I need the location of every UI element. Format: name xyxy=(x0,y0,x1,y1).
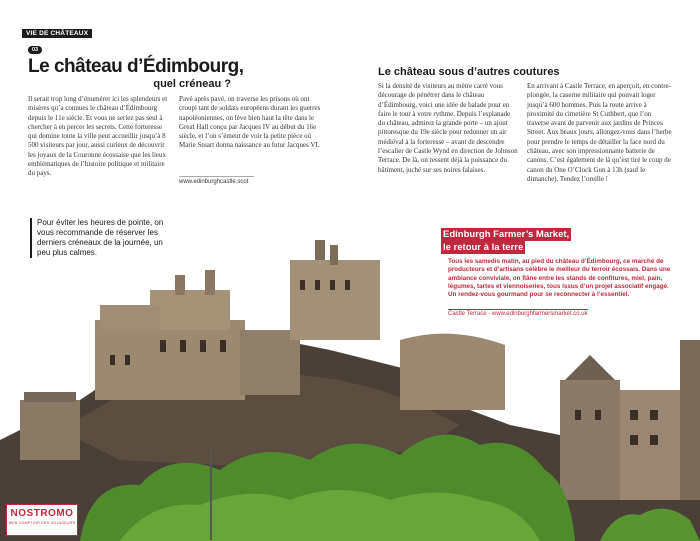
body-column-2: Pavé après pavé, on traverse les prisons où ont croupi tant de soldats européens durant les guerres napoléoniennes, on lève bien haut la tête dans le Great Hall conçu par Jacques IV au début du 16e siècle, et l’on s’émeut de voir la petite pièce où Marie Stuart donna naissance au futur Jacques VI. xyxy=(179,95,321,150)
farmer-market-title xyxy=(441,228,571,254)
body-column-1: Il serait trop long d’énumérer ici les splendeurs et misères qu’a connues le château d’Édimbourg depuis le 11e siècle. Et vous ne seriez pas seul à chercher à en percer les secrets. Cette forteresse qui domine toute la ville peut accueillir jusqu’à 8 500 visiteurs par jour, aussi curieux de découvrir les joyaux de la Couronne écossaise que les lieux emblématiques de l’histoire politique et militaire du pays. xyxy=(28,95,168,178)
farmer-market-title-line2: le retour à la terre xyxy=(443,242,524,253)
article-subtitle: quel créneau ? xyxy=(153,78,231,90)
section-tag: VIE DE CHÂTEAUX xyxy=(22,29,92,38)
article-title: Le château d’Édimbourg, xyxy=(28,56,244,77)
logo-tagline: WEB COMPTOIR DES VOYAGEURS xyxy=(8,521,76,525)
farmer-market-body: Tous les samedis matin, au pied du château d’Édimbourg, ce marché de producteurs et d’artisans célèbre le meilleur du terroir écossais. Dans une ambiance conviviale, on flâne entre les stands de confitures, miel, pain, légumes, tartes et viennoiseries, tous issus d’un projet associatif engagé. Un rendez-vous gourmand pour se reconnecter à l’essentiel. xyxy=(448,258,671,299)
article-number-badge: 03 xyxy=(28,46,42,54)
logo-brand: NOSTROMO xyxy=(10,508,74,519)
castle-website-link[interactable]: www.edinburghcastle.scot xyxy=(179,176,254,185)
nostromo-logo xyxy=(6,504,78,536)
body-column-4: En arrivant à Castle Terrace, en aperçoit, en contre-plongée, la caserne militaire qui pouvait loger jusqu’à 600 hommes. Puis la route arrive à proximité du cimetière St Cuthbert, que l’on traverse avant de parvenir aux jardins de Princes Street. Aux beaux jours, allongez-vous dans l’herbe pour prendre le temps de détailler la face nord du château, avec son impressionnante batterie de canons. C’est également de là qu’est tiré le coup de canon du One O’Clock Gun à 13h (sauf le dimanche). Tendez l’oreille ! xyxy=(527,82,672,183)
section-heading: Le château sous d’autres coutures xyxy=(378,66,560,78)
tip-quote: Pour éviter les heures de pointe, on vous recommande de réserver les derniers créneaux de la journée, un peu plus calmes. xyxy=(30,218,172,258)
body-column-3: Si la densité de visiteurs au mètre carré vous décourage de pénétrer dans le château d’Édimbourg, voici une idée de balade pour en faire le tour à votre rythme. Depuis l’esplanade du château, admirez la grande porte – un ajout pittoresque du 19e siècle pour redonner un air médiéval à la forteresse – avant de descendre l’escalier de Castle Wynd en direction de Johnson Terrace. De là, on ressent déjà la puissance du bâtiment, juché sur ses noires falaises. xyxy=(378,82,518,174)
farmer-market-title-line1: Edinburgh Farmer’s Market, xyxy=(443,229,570,240)
farmer-market-link[interactable]: Castle Terrace - www.edinburghfarmersmarket.co.uk xyxy=(448,311,588,317)
